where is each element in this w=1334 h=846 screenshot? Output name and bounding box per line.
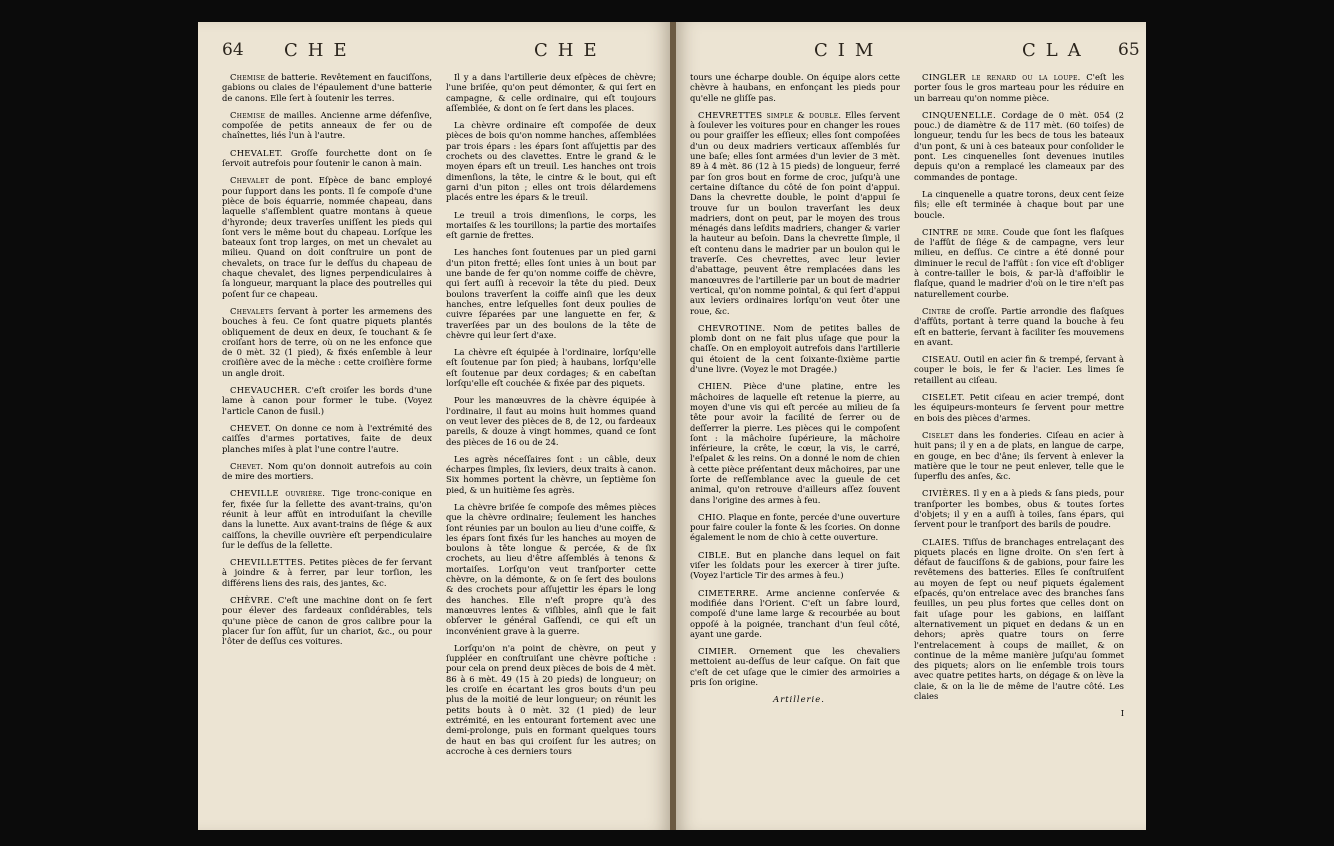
dictionary-entry — [914, 537, 1124, 702]
page-number: 64 — [222, 40, 244, 60]
entry-text: Elles ſervent à ſoulever les voitures pour en changer les roues ou pour graiſſer les eſſieux; elles ſont compoſées d'un ou deux madriers verticaux aſſemblés ſur une baſe; elles ſont armées d'un levier de 3 mèt. 89 à 4 mèt. 86 (12 à 15 pieds) de longueur, ferré par ſon gros bout en forme de croc, juſqu'à une certaine diſtance du côté de ſon point d'appui. Dans la chevrette double, le point d'appui ſe trouve ſur un boulon traverſant les deux madriers, dont on peut, par le moyen des trous ménagés dans leſdits madriers, changer & varier la hauteur au beſoin. Dans la chevrette ſimple, il eſt contenu dans le madrier par un boulon qui le traverſe. Ces chevrettes, avec leur levier d'abattage, peuvent être remplacées dans les manœuvres de l'artillerie par un bout de madrier vertical, qu'on nomme pointal, & qui ſert d'appui aux leviers ordinaires lorſqu'on veut ôter une roue, &c. — [690, 109, 900, 316]
entry-text: La cinquenelle a quatre torons, deux cent ſeize fils; elle eſt terminée à chaque bout par une boucle. — [914, 188, 1124, 220]
entry-text: C'eſt croiſer les bords d'une lame à canon pour former le tube. (Voyez l'article Canon de fusil.) — [222, 385, 432, 416]
entry-text: Arme ancienne conſervée & modifiée dans l'Orient. C'eſt un ſabre lourd, compoſé d'une lame large & recourbée au bout oppoſé à la poignée, tranchant d'un ſeul côté, ayant une garde. — [690, 587, 900, 639]
dictionary-entry — [690, 323, 900, 374]
heading-left: CHE — [284, 40, 357, 61]
dictionary-entry — [222, 488, 432, 550]
entry-term: CISELET. — [922, 392, 965, 403]
dictionary-entry — [446, 210, 656, 241]
dictionary-entry — [914, 189, 1124, 220]
entry-term: CISEAU. — [922, 354, 961, 365]
entry-term: CHIEN. — [698, 381, 733, 392]
dictionary-entry — [222, 423, 432, 454]
dictionary-entry — [914, 354, 1124, 385]
entry-text: de pont. Eſpèce de banc employé pour ſupport dans les ponts. Il ſe compoſe d'une pièce de bois équarrie, nommée chapeau, dans laquelle s'aſſemblent quatre montans à queue d'hyronde; deux traverſes uniſſent les pieds qui ſont vers le même bout du chapeau. Lorſque les bateaux ſont trop larges, on met un chevalet au milieu. Quand on doit conſtruire un pont de chevalets, on trace ſur le deſſus du chapeau de chaque chevalet, des lignes perpendiculaires à ſa longueur, marquant la place des poutrelles qui poſent ſur ce chapeau. — [222, 175, 432, 299]
entry-text: Nom qu'on donnoit autrefois au coin de mire des mortiers. — [222, 460, 432, 482]
entry-term: CIVIÈRES. — [922, 488, 971, 499]
entry-text: Il y a dans l'artillerie deux eſpèces de chèvre; l'une briſée, qu'on peut démonter, & qui ſert en campagne, & celle ordinaire, qui eſt toujours aſſemblée, & dont on ſe ſert dans les places. — [446, 72, 656, 113]
dictionary-entry — [914, 392, 1124, 423]
entry-term: CHEVALET. — [230, 147, 283, 158]
entry-text: Cordage de 0 mèt. 054 (2 pouc.) de diamètre & de 117 mèt. (60 toiſes) de longueur, tendu ſur les becs de tous les bateaux d'un pont, & uni à ces bateaux pour conſolider le pont. Les cinquenelles ſont devenues inutiles depuis qu'on a remplacé les clameaux par des commandes de pontage. — [914, 109, 1124, 182]
entry-term: CHEVET. — [230, 422, 272, 433]
dictionary-entry — [914, 708, 1124, 718]
entry-text: La chèvre eſt équipée à l'ordinaire, lorſqu'elle eſt ſoutenue par ſon pied; à haubans, lorſqu'elle eſt ſoutenue par deux cordages; & en cabeſtan lorſqu'elle eſt couchée & fixée par des piquets. — [446, 347, 656, 389]
dictionary-entry — [222, 72, 432, 103]
dictionary-entry — [690, 72, 900, 103]
dictionary-entry — [446, 454, 656, 495]
dictionary-entry — [690, 550, 900, 581]
entry-text: Petit ciſeau en acier trempé, dont les équipeurs-monteurs ſe ſervent pour mettre en bois des pièces d'armes. — [914, 392, 1124, 423]
entry-text: I — [1120, 708, 1124, 719]
entry-term: CHIO. — [698, 511, 726, 522]
entry-term: CLAIES. — [922, 536, 960, 547]
entry-text: Pièce d'une platine, entre les mâchoires de laquelle eſt retenue la pierre, au moyen d'une vis qui eſt percée au milieu de ſa tête pour avoir la facilité de ſerrer ou de deſſerrer la pierre. Les pièces qui le compoſent ſont : la mâchoire ſupérieure, la mâchoire inférieure, la crête, le cœur, la vis, le carré, l'eſpalet & les reins. On a donné le nom de chien à cette pièce préſentant deux mâchoires, par une ſorte de reſſemblance avec la gueule de cet animal, qu'on retrouve d'ailleurs aſſez ſouvent dans l'origine des armes à feu. — [690, 381, 900, 505]
entry-term: CIMIER. — [698, 646, 737, 657]
dictionary-entry — [690, 588, 900, 639]
entry-text: Pour les manœuvres de la chèvre équipée à l'ordinaire, il faut au moins huit hommes quand on veut lever des pièces de 8, de 12, ou fardeaux pareils, & douze à vingt hommes, quand ce ſont des pièces de 16 ou de 24. — [446, 395, 656, 447]
entry-text: Tiſſus de branchages entrelaçant des piquets placés en ligne droite. On s'en ſert à défaut de fauciſſons & de gabions, pour faire les revêtemens des batteries. Elles ſe conſtruiſent au moyen de ſept ou neuf piquets également eſpacés, qu'on entrelace avec des branches ſans feuilles, un peu plus fortes que celles dont on fait uſage pour les gabions, en laiſſant alternativement un piquet en dedans & un en dehors; après quatre tours on ſerre l'entrelacement à coups de maillet, & on continue de la même manière juſqu'au ſommet des piquets; alors on lie enſemble trois tours avec quatre petites harts, on dégage & on lève la claie, & on la lie de même de l'autre côté. Les claies — [914, 536, 1124, 702]
entry-text: Coude que ſont les flaſques de l'affût de ſiége & de campagne, vers leur milieu, en deſſus. Ce cintre a été donné pour diminuer le recul de l'affût : ſon vice eſt d'obliger à contre-tailler le bois, & par-là d'affoiblir le flaſque, quand le madrier d'où on le tire n'eſt pas naturellement courbe. — [914, 226, 1124, 299]
entry-text: de mailles. Ancienne arme défenſive, compoſée de petits anneaux de fer ou de chaînettes, liés l'un à l'autre. — [222, 109, 432, 141]
dictionary-entry — [222, 175, 432, 299]
dictionary-entry — [914, 110, 1124, 182]
dictionary-entry — [446, 395, 656, 446]
dictionary-entry — [690, 110, 900, 316]
entry-text: tours une écharpe double. On équipe alors cette chèvre à haubans, en enfonçant les pieds pour qu'elle ne gliſſe pas. — [690, 72, 900, 103]
entry-text: Plaque en fonte, percée d'une ouverture pour faire couler la fonte & les ſcories. On donne également le nom de chio à cette ouverture. — [690, 511, 900, 543]
entry-text: ſervant à porter les armemens des bouches à feu. Ce ſont quatre piquets plantés obliquement de deux en deux, ſe touchant & ſe croiſant hors de terre, où on ne les enfonce que de 0 mèt. 32 (1 pied), & fixés enſemble à leur croiſière avec de la mèche : cette croiſière forme un angle droit. — [222, 305, 432, 378]
dictionary-entry — [222, 110, 432, 141]
entry-term: CINTRE de mire. — [922, 226, 999, 237]
entry-text: Les hanches ſont ſoutenues par un pied garni d'un piton fretté; elles ſont unies à un bout par une bande de fer qu'on nomme coiffe de chèvre, qui ſert auſſi à recevoir la tête du pied. Deux boulons traverſent la coiffe ainſi que les deux hanches, entre leſquelles ſont deux poulies de cuivre ſéparées par une languette en fer, & traverſées par un des boulons de la tête de chèvre qui leur ſert d'axe. — [446, 247, 656, 340]
entry-text: Artillerie. — [773, 694, 825, 705]
dictionary-entry — [690, 512, 900, 543]
dictionary-entry — [222, 557, 432, 588]
entry-term: CHÈVRE. — [230, 595, 274, 606]
entry-term: Ciselet — [922, 429, 954, 440]
entry-term: CINGLER le renard ou la loupe. — [922, 72, 1081, 82]
dictionary-entry — [914, 488, 1124, 529]
entry-term: CHEVILLE ouvrière. — [230, 488, 326, 499]
entry-text: Petites pièces de fer ſervant à joindre & à ferrer, par leur torſion, les différens liens des rais, des jantes, &c. — [222, 557, 432, 588]
entry-text: Les agrès néceſſaires ſont : un câble, deux écharpes ſimples, ſix leviers, deux traits à canon. Six hommes portent la chèvre, un ſeptième ſon pied, & un huitième ſes agrès. — [446, 453, 656, 495]
entry-term: Chemise — [230, 72, 266, 82]
entry-text: On donne ce nom à l'extrémité des caiſſes d'armes portatives, faite de deux planches miſes à plat l'une contre l'autre. — [222, 422, 432, 454]
dictionary-entry — [446, 247, 656, 340]
entry-text: de croſſe. Partie arrondie des flaſques d'affûts, portant à terre quand la bouche à feu eſt en batterie, ſervant à faciliter ſes mouvemens en avant. — [914, 305, 1124, 347]
dictionary-entry — [914, 72, 1124, 103]
left-column-1 — [222, 72, 432, 820]
heading-right: CLA — [1022, 40, 1091, 61]
dictionary-entry — [690, 646, 900, 687]
entry-text: Nom de petites balles de plomb dont on ne fait plus uſage que pour la chaſſe. On en employoit autrefois dans l'artillerie qui étoient de la cent ſoixante-ſixième partie d'une livre. (Voyez le mot Dragée.) — [690, 322, 900, 375]
entry-term: Chevalet — [230, 175, 270, 186]
entry-text: Tige tronc-conique en fer, fixée ſur la ſellette des avant-trains, qu'on réunit à leur affût en introduiſant la cheville dans la lunette. Aux avant-trains de ſiége & aux caiſſons, la cheville ouvrière eſt perpendiculaire ſur le deſſus de la ſellette. — [222, 488, 432, 550]
entry-term: CHEVRETTES simple & double. — [698, 109, 842, 120]
entry-term: CHEVILLETTES. — [230, 557, 306, 568]
entry-term: CIMETERRE. — [698, 587, 759, 598]
page-number: 65 — [1118, 40, 1140, 60]
entry-term: Chevalets — [230, 305, 274, 316]
dictionary-entry — [446, 643, 656, 756]
entry-text: La chèvre briſée ſe compoſe des mêmes pièces que la chèvre ordinaire; ſeulement les hanches ſont réunies par un boulon au lieu d'une coiffe, & les épars ſont fixés ſur les hanches au moyen de boulons à tête longue & percée, & de ſix crochets, au lieu d'être aſſemblés à tenons & mortaiſes. Lorſqu'on veut tranſporter cette chèvre, on la démonte, & on ſe ſert des boulons & des crochets pour aſſujettir les épars le long des hanches. Elle n'eſt propre qu'à des manœuvres lentes & viſibles, ainſi que le fait obſerver le général Gaſſendi, ce qui eſt un inconvénient grave à la guerre. — [446, 501, 656, 636]
dictionary-entry — [914, 227, 1124, 299]
entry-text: de batterie. Revêtement en fauciſſons, gabions ou claies de l'épaulement d'une batterie de canons. Elle ſert à ſoutenir les terres. — [222, 72, 432, 103]
dictionary-entry — [222, 595, 432, 646]
entry-text: C'eſt les porter ſous le gros marteau pour les réduire en un barreau qu'on nomme pièce. — [914, 72, 1124, 103]
dictionary-entry — [446, 502, 656, 636]
heading-right: CHE — [534, 40, 607, 61]
dictionary-entry — [690, 381, 900, 505]
right-column-1 — [690, 72, 900, 820]
entry-term: Chemise — [230, 109, 266, 120]
dictionary-entry — [446, 72, 656, 113]
left-column-2 — [446, 72, 656, 820]
dictionary-entry — [914, 430, 1124, 481]
right-column-2 — [914, 72, 1124, 820]
entry-term: CHEVROTINE. — [698, 322, 766, 333]
entry-term: CHEVAUCHER. — [230, 385, 301, 396]
dictionary-entry — [222, 148, 432, 169]
dictionary-entry — [446, 120, 656, 202]
entry-text: C'eſt une machine dont on ſe ſert pour élever des fardeaux conſidérables, tels qu'une pièce de canon de gros calibre pour la placer ſur ſon affût, ſur un chariot, &c., ou pour l'ôter de deſſus ces voitures. — [222, 595, 432, 647]
dictionary-entry — [690, 694, 900, 704]
dictionary-entry — [222, 461, 432, 482]
left-running-head — [222, 40, 662, 70]
entry-term: CIBLE. — [698, 549, 731, 560]
entry-text: Outil en acier fin & trempé, ſervant à couper le bois, le fer & l'acier. Les limes ſe retaillent au ciſeau. — [914, 354, 1124, 385]
entry-text: But en planche dans lequel on fait viſer les ſoldats pour les exercer à tirer juſte. (Voyez l'article Tir des armes à feu.) — [690, 549, 900, 581]
entry-text: La chèvre ordinaire eſt compoſée de deux pièces de bois qu'on nomme hanches, aſſemblées par trois épars : les épars ſont aſſujettis par des crochets ou des clavettes. Entre le grand & le moyen épars eſt un treuil. Les hanches ont trois dimenſions, la tête, le cintre & le bout, qui eſt garni d'un piton ; elles ont trois délardemens placés entre les épars & le treuil. — [446, 120, 656, 203]
entry-term: CINQUENELLE. — [922, 109, 997, 120]
dictionary-entry — [222, 306, 432, 378]
entry-text: dans les fonderies. Ciſeau en acier à huit pans; il y en a de plats, en langue de carpe, en gouge, en bec d'âne; ils ſervent à enlever la matière que le tour ne peut enlever, telle que le ſuperflu des anſes, &c. — [914, 429, 1124, 482]
entry-text: Lorſqu'on n'a point de chèvre, on peut y ſuppléer en conſtruiſant une chèvre poſtiche : pour cela on prend deux pièces de bois de 4 mèt. 86 à 6 mèt. 49 (15 à 20 pieds) de longueur; on les croiſe en écartant les gros bouts d'un peu plus de la moitié de leur longueur; on réunit les petits bouts à 0 mèt. 32 (1 pied) de leur extrémité, en les entourant fortement avec une demi-prolonge, puis en formant quelques tours de haut en bas qui croiſent ſur les autres; on accroche à ces derniers tours — [446, 642, 656, 756]
heading-left: CIM — [814, 40, 884, 61]
dictionary-entry — [446, 347, 656, 388]
right-running-head — [690, 40, 1140, 70]
dictionary-entry — [222, 385, 432, 416]
entry-text: Le treuil a trois dimenſions, le corps, les mortaiſes & les tourillons; la partie des mortaiſes eſt garnie de frettes. — [446, 209, 656, 241]
entry-term: Chevet. — [230, 460, 264, 471]
entry-text: Il y en a à pieds & ſans pieds, pour tranſporter les bombes, obus & toutes ſortes d'objets; il y en a auſſi à toiles, ſans épars, qui ſervent pour le tranſport des barils de poudre. — [914, 488, 1124, 530]
entry-text: Ornement que les chevaliers mettoient au-deſſus de leur caſque. On fait que c'eſt de cet uſage que le cimier des armoiries a pris ſon origine. — [690, 646, 900, 688]
entry-term: Cintre — [922, 305, 951, 316]
dictionary-entry — [914, 306, 1124, 347]
entry-text: Groſſe fourchette dont on ſe ſervoit autrefois pour ſoutenir le canon à main. — [222, 147, 432, 169]
